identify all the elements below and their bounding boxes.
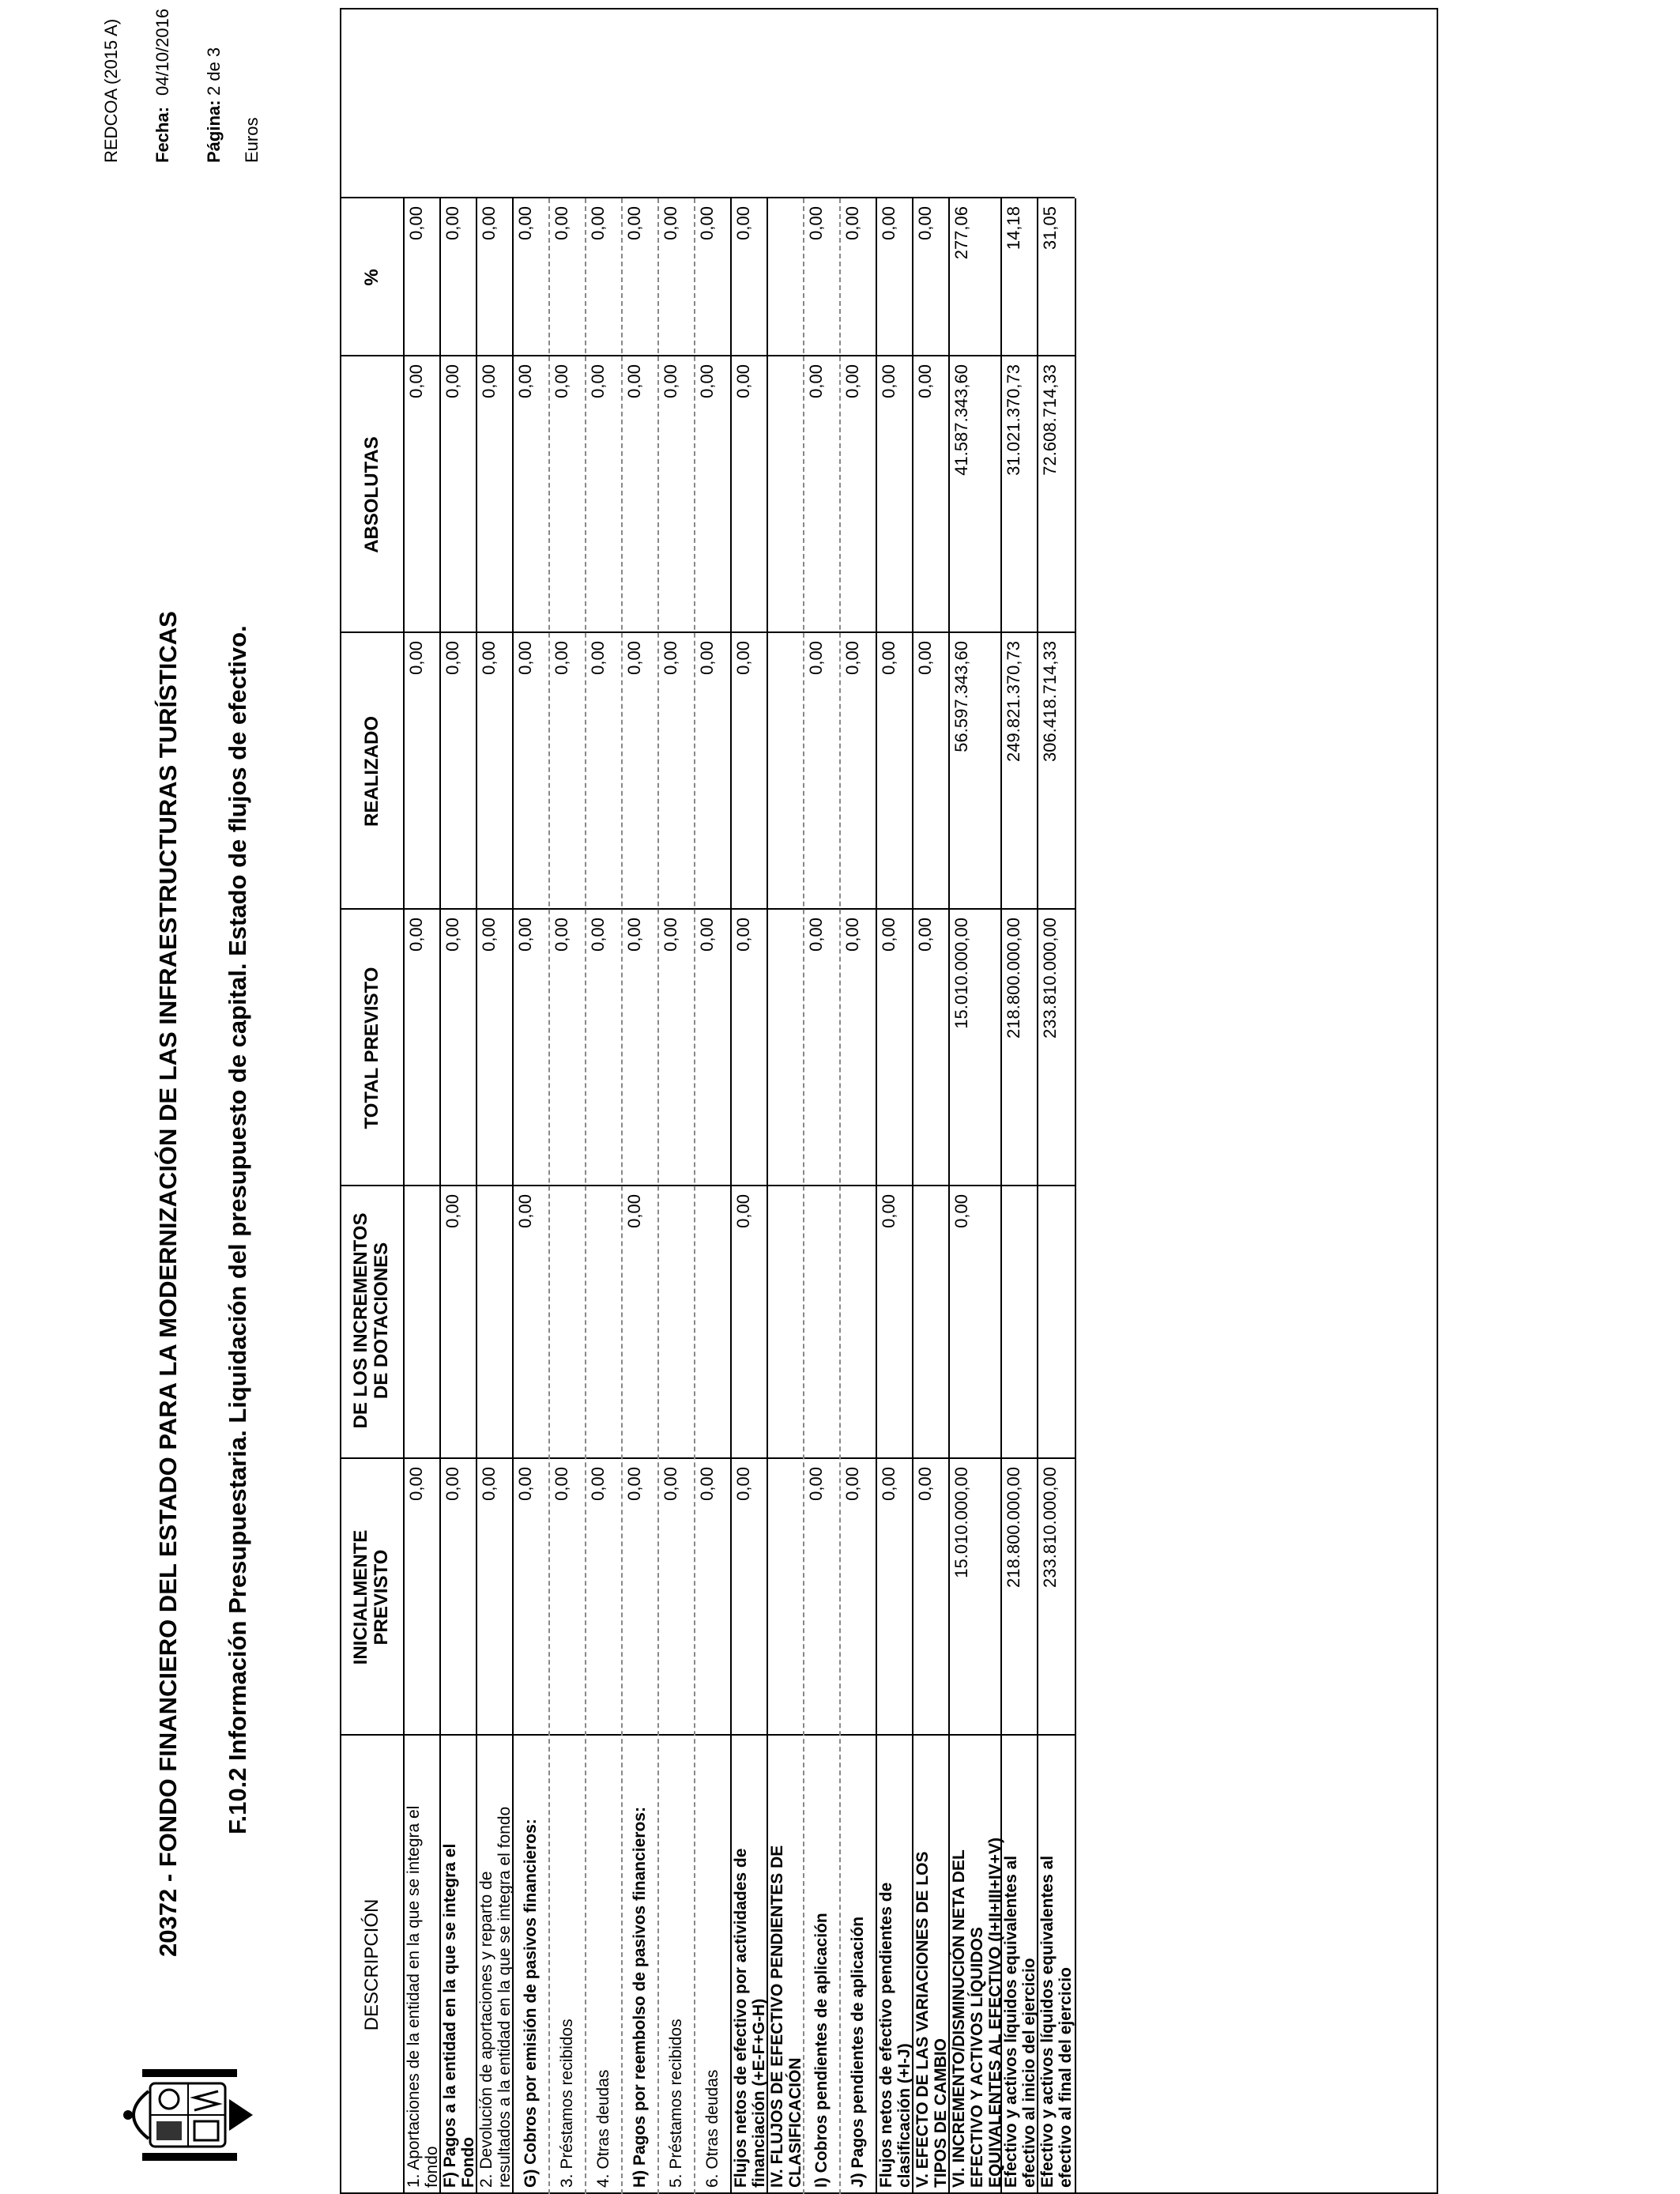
value-cell: 0,00 [806,641,826,675]
row-label-line: fondo [423,2146,441,2188]
value-cell: 0,00 [661,918,680,952]
value-cell: 0,00 [879,1467,898,1501]
value-cell: 0,00 [915,641,935,675]
currency-label: Euros [242,117,262,163]
col-header-total-previsto: TOTAL PREVISTO [361,967,382,1129]
value-cell: 0,00 [697,206,717,240]
value-cell: 0,00 [406,918,426,952]
row-divider [621,198,623,2194]
value-cell: 0,00 [915,1467,935,1501]
row-label-line: Efectivo y activos líquidos equivalentes al [1038,1855,1057,2188]
row-label-line: V. EFECTO DE LAS VARIACIONES DE LOS [913,1851,932,2188]
value-cell: 0,00 [806,206,826,240]
value-cell: 0,00 [624,641,644,675]
row-label [877,1739,913,2188]
row-label [768,1739,804,2188]
row-label-line: financiación (+E-F+G-H) [750,1998,768,2188]
row-label [558,1739,576,2188]
value-cell: 0,00 [951,1194,971,1228]
value-cell: 0,00 [624,918,644,952]
value-cell: 0,00 [806,918,826,952]
report-title: 20372 - FONDO FINANCIERO DEL ESTADO PARA LA MODERNIZACIÓN DE LAS INFRAESTRUCTURAS TURÍSTICAS [154,611,182,1957]
value-cell: 0,00 [515,1467,535,1501]
value-cell: 0,00 [443,206,462,240]
value-cell: 233.810.000,00 [1040,918,1060,1039]
value-cell: 218.800.000,00 [1004,918,1023,1039]
row-label-line: efectivo al inicio del ejercicio [1020,1958,1038,2188]
value-cell: 0,00 [661,206,680,240]
value-cell: 0,00 [842,206,862,240]
value-cell: 0,00 [697,641,717,675]
row-divider [839,198,841,2194]
value-cell: 14,18 [1004,206,1023,251]
value-cell: 0,00 [515,918,535,952]
date-value: 04/10/2016 [153,8,172,96]
value-cell: 0,00 [842,641,862,675]
value-cell: 0,00 [697,918,717,952]
value-cell: 0,00 [588,206,608,240]
row-divider [657,198,659,2194]
value-cell: 31.021.370,73 [1004,364,1023,476]
value-cell: 0,00 [588,1467,608,1501]
value-cell: 0,00 [515,364,535,398]
col-header-porcentaje: % [361,269,382,286]
value-cell: 0,00 [733,918,753,952]
value-cell: 31,05 [1040,206,1060,251]
value-cell: 277,06 [951,206,971,260]
value-cell: 0,00 [443,641,462,675]
row-label [812,1739,831,2188]
value-cell: 0,00 [552,1467,571,1501]
value-cell: 0,00 [624,364,644,398]
value-cell: 0,00 [443,1467,462,1501]
col-header-absolutas: ABSOLUTAS [361,436,382,553]
value-cell: 0,00 [842,1467,862,1501]
value-cell: 0,00 [479,1467,499,1501]
value-cell: 0,00 [879,918,898,952]
value-cell: 0,00 [443,364,462,398]
value-cell: 0,00 [479,364,499,398]
value-cell: 0,00 [406,1467,426,1501]
col-header-inicial [351,1463,392,1732]
coat-of-arms-logo [119,2068,261,2162]
value-cell: 0,00 [733,1467,753,1501]
row-label-line: Efectivo y activos líquidos equivalentes al [1002,1855,1020,2188]
row-label-line: EQUIVALENTES AL EFECTIVO (I+II+III+IV+V) [986,1837,1004,2188]
value-cell: 15.010.000,00 [951,918,971,1029]
value-cell: 56.597.343,60 [951,641,971,752]
value-cell: 0,00 [806,1467,826,1501]
row-divider [694,198,695,2194]
row-divider [548,198,550,2194]
value-cell: 0,00 [406,641,426,675]
cash-flow-table [340,8,1438,2194]
row-label-line: 4. Otras deudas [593,2069,612,2188]
value-cell: 0,00 [588,918,608,952]
value-cell: 0,00 [552,206,571,240]
value-cell: 0,00 [624,1194,644,1228]
row-label-line: H) Pagos por reembolso de pasivos financieros: [630,1807,649,2188]
value-cell: 249.821.370,73 [1004,641,1023,762]
row-label-line: F) Pagos a la entidad en la que se integra el [441,1843,459,2188]
value-cell: 15.010.000,00 [951,1467,971,1578]
row-label-line: G) Cobros por emisión de pasivos financieros: [521,1819,540,2188]
value-cell: 0,00 [915,918,935,952]
row-label-line: Flujos netos de efectivo pendientes de [877,1882,895,2188]
value-cell: 0,00 [661,641,680,675]
row-label [913,1739,950,2188]
value-cell: 0,00 [406,364,426,398]
col-header-realizado: REALIZADO [361,716,382,827]
value-cell: 0,00 [697,364,717,398]
report-code: REDCOA (2015 A) [101,18,121,163]
value-cell: 233.810.000,00 [1040,1467,1060,1588]
row-label-line: J) Pagos pendientes de aplicación [848,1916,867,2188]
value-cell: 0,00 [406,206,426,240]
row-label [631,1739,649,2188]
value-cell: 0,00 [697,1467,717,1501]
col-header-incrementos-line1: DE LOS INCREMENTOS [350,1212,371,1429]
row-label-line: 1. Aportaciones de la entidad en la que se integra el [405,1805,423,2188]
row-label-line: VI. INCREMENTO/DISMINUCIÓN NETA DEL [950,1849,968,2188]
value-cell: 0,00 [624,1467,644,1501]
row-label-line: efectivo al final del ejercicio [1057,1967,1075,2188]
row-divider [1075,198,1076,2194]
value-cell: 0,00 [915,206,935,240]
row-label [667,1739,685,2188]
row-label-line: 6. Otras deudas [703,2069,721,2188]
value-cell: 41.587.343,60 [951,364,971,476]
value-cell: 0,00 [661,1467,680,1501]
value-cell: 0,00 [515,641,535,675]
value-cell: 0,00 [552,641,571,675]
value-cell: 306.418.714,33 [1040,641,1060,762]
row-label [594,1739,612,2188]
value-cell: 72.608.714,33 [1040,364,1060,476]
page-row [205,47,223,163]
value-cell: 0,00 [515,1194,535,1228]
row-label-line: EFECTIVO Y ACTIVOS LÍQUIDOS [968,1927,986,2188]
col-header-inicial-line1: INICIALMENTE [350,1529,371,1665]
value-cell: 0,00 [588,364,608,398]
row-label [950,1739,1004,2188]
value-cell: 0,00 [479,206,499,240]
value-cell: 0,00 [733,364,753,398]
row-label [405,1739,441,2188]
value-cell: 0,00 [661,364,680,398]
col-header-descripcion: DESCRIPCIÓN [361,1898,382,2031]
value-cell: 0,00 [552,918,571,952]
value-cell: 0,00 [443,918,462,952]
date-label: Fecha: [153,107,172,163]
value-cell: 0,00 [515,206,535,240]
col-header-incrementos-line2: DE DOTACIONES [371,1242,392,1400]
value-cell: 0,00 [733,1194,753,1228]
row-label-line: CLASIFICACIÓN [786,2057,804,2188]
row-divider [585,198,586,2194]
value-cell: 0,00 [479,641,499,675]
date-row [154,9,171,163]
row-label-line: I) Cobros pendientes de aplicación [812,1913,831,2188]
value-cell: 0,00 [879,641,898,675]
row-label-line: IV. FLUJOS DE EFECTIVO PENDIENTES DE [768,1845,786,2188]
page-value: 2 de 3 [204,47,224,96]
value-cell: 0,00 [879,364,898,398]
value-cell: 0,00 [842,364,862,398]
value-cell: 0,00 [479,918,499,952]
value-cell: 0,00 [806,364,826,398]
value-cell: 0,00 [443,1194,462,1228]
row-label [441,1739,477,2188]
value-cell: 0,00 [733,641,753,675]
row-label [732,1739,768,2188]
page-label: Página: [204,100,224,163]
column-divider [340,197,1075,198]
row-label-line: 2. Devolución de aportaciones y reparto de [477,1871,495,2188]
value-cell: 0,00 [879,1194,898,1228]
row-label [849,1739,867,2188]
value-cell: 0,00 [842,918,862,952]
row-label-line: Fondo [459,2136,477,2188]
row-label-line: 3. Préstamos recibidos [557,2019,576,2188]
value-cell: 0,00 [624,206,644,240]
value-cell: 0,00 [588,641,608,675]
value-cell: 0,00 [879,206,898,240]
row-label-line: TIPOS DE CAMBIO [932,2038,950,2188]
value-cell: 0,00 [915,364,935,398]
row-label [522,1739,540,2188]
row-label-line: 5. Préstamos recibidos [666,2019,685,2188]
row-label [1038,1739,1075,2188]
row-label [1002,1739,1038,2188]
value-cell: 0,00 [552,364,571,398]
row-label [477,1739,514,2188]
value-cell: 218.800.000,00 [1004,1467,1023,1588]
row-label-line: clasificación (+I-J) [895,2043,913,2188]
row-label [703,1739,721,2188]
col-header-incrementos [351,1186,392,1455]
row-label-line: resultados a la entidad en la que se integra el fondo [495,1806,514,2188]
report-subtitle: F.10.2 Información Presupuestaria. Liquidación del presupuesto de capital. Estado de flujos de efectivo. [224,625,251,1834]
row-label-line: Flujos netos de efectivo por actividades de [732,1848,750,2188]
value-cell: 0,00 [733,206,753,240]
col-header-inicial-line2: PREVISTO [371,1549,392,1646]
